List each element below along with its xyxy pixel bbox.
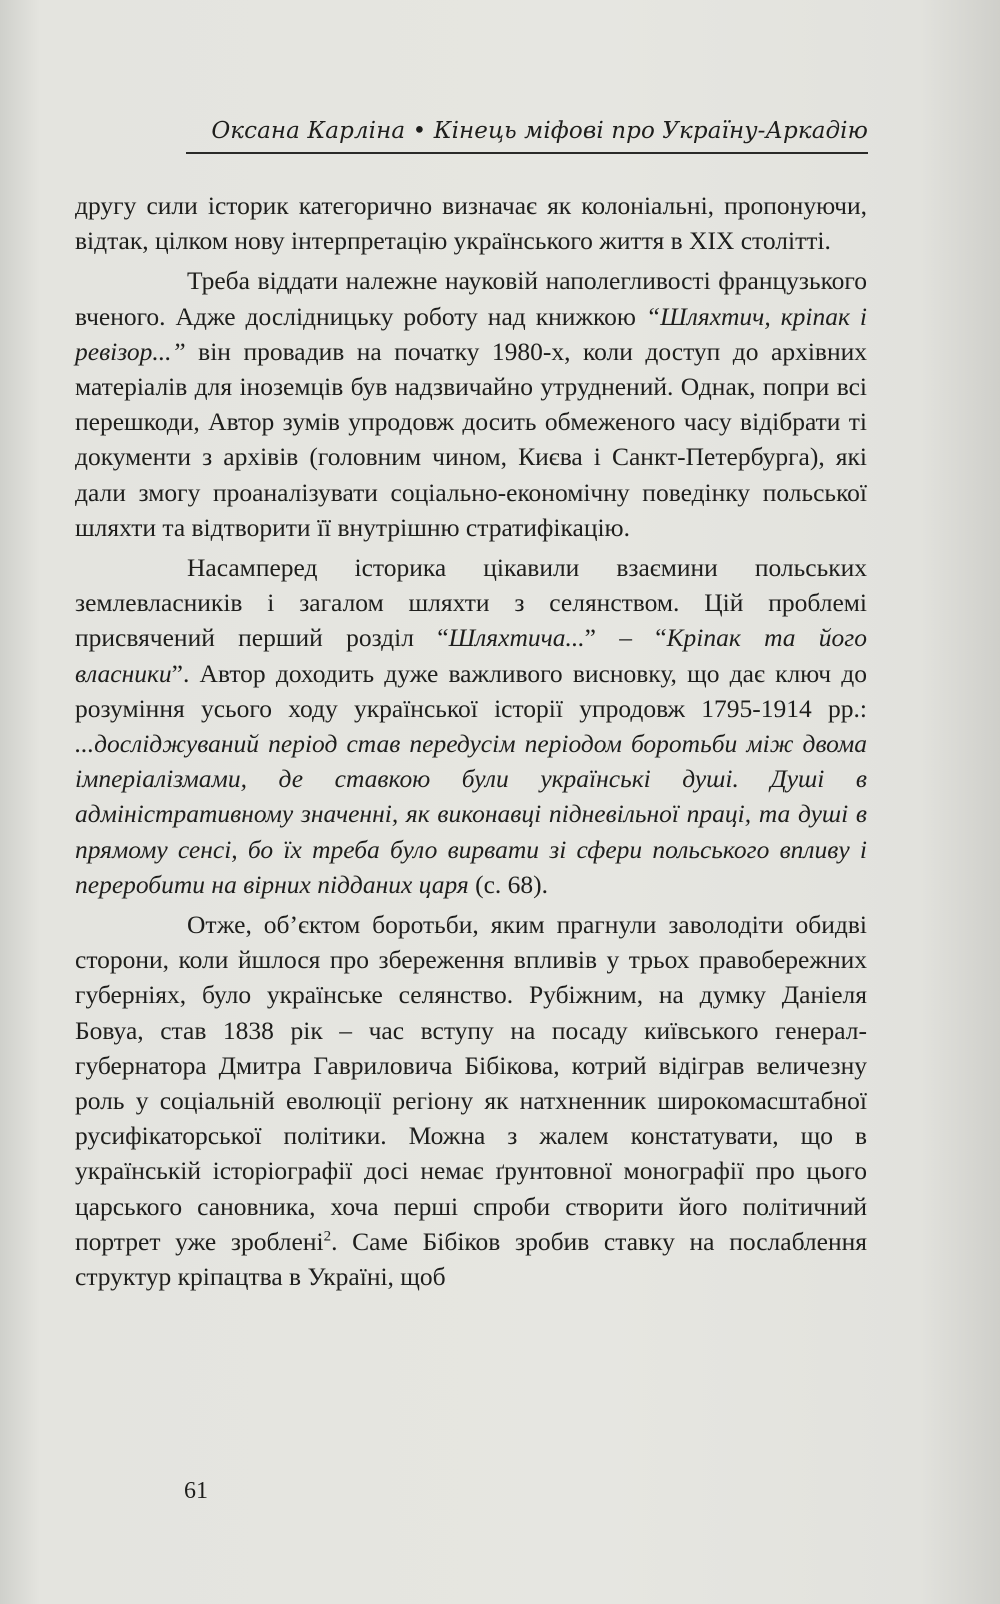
p4-text-a: Отже, об’єктом боротьби, яким прагнули заволодіти обидві сторони, коли йшлося про збереження впливів у трьох правобережних губерніях, було українське селянство. Рубіжним, на думку Даніеля Бовуа, став 1838 рік – час вступу на посаду київського генерал-губернатора Дмитра Гавриловича Бібікова, котрий відіграв величезну роль у соціальній еволюції регіону як натхненник широкомасштабної русифікаторської політики. Можна з жалем констатувати, що в українській історіографії досі немає ґрунтовної монографії про цього царського сановника, хоча перші спроби створити його політичний портрет уже зроблені <box>75 910 867 1256</box>
header-separator: • <box>412 118 427 144</box>
paragraph-3 <box>75 550 867 902</box>
body-text <box>75 188 867 1294</box>
header-title: Кінець міфові про Україну-Аркадію <box>433 118 868 144</box>
p2-book-title: “Шляхтич, кріпак і ревізор...” <box>75 301 867 366</box>
page-number: 61 <box>184 1478 208 1504</box>
paragraph-1 <box>75 188 867 258</box>
p3-quote: ...досліджуваний період став передусім періодом боротьби між двома імперіалізмами, де ставкою були українські душі. Душі в адміністративному значенні, як виконавці підневільної праці, та душі в прямому сенсі, бо їх треба було вирвати зі сфери польського впливу і переробити на вірних підданих царя <box>75 729 867 899</box>
header-author: Оксана Карліна <box>211 118 406 144</box>
p4-text-b: . Саме Бібіков зробив ставку на послаблення структур кріпацтва в Україні, щоб <box>75 1226 867 1292</box>
p3-book-short: Шляхтича... <box>448 623 585 653</box>
p3-chapter-title: Кріпак та його власники <box>75 623 868 688</box>
paragraph-4 <box>75 907 867 1294</box>
footnote-ref: 2 <box>323 1228 332 1245</box>
p3-text-e: ”. Автор доходить дуже важливого висновку, що дає ключ до розуміння усього ходу української історії упродовж 1795-1914 рр.: <box>75 658 867 723</box>
p3-citation: (с. 68). <box>468 869 549 899</box>
p3-text-a: Насамперед історика цікавили взаємини польських землевласників і загалом шляхти з селянством. Цій проблемі присвячений перший розділ “ <box>75 553 867 653</box>
p2-text-c: він провадив на початку 1980-х, коли доступ до архівних матеріалів для іноземців був надзвичайно утруднений. Однак, попри всі перешкоди, Автор зумів упродовж досить обмеженого часу відібрати ті документи з архівів (головним чином, Києва і Санкт-Петербурга), які дали змогу проаналізувати соціально-економічну поведінку польської шляхти та відтворити її внутрішню стратифікацію. <box>75 336 867 542</box>
paragraph-2 <box>75 263 867 545</box>
p3-text-c: ” – “ <box>584 623 667 653</box>
p2-text-a: Треба віддати належне науковій наполегливості французького вченого. Адже дослідницьку роботу над книжкою <box>75 266 867 331</box>
running-header <box>186 118 868 154</box>
p1-text: другу сили історик категорично визначає як колоніальні, пропонуючи, відтак, цілком нову інтерпретацію українського життя в XIX столітті. <box>75 191 867 256</box>
